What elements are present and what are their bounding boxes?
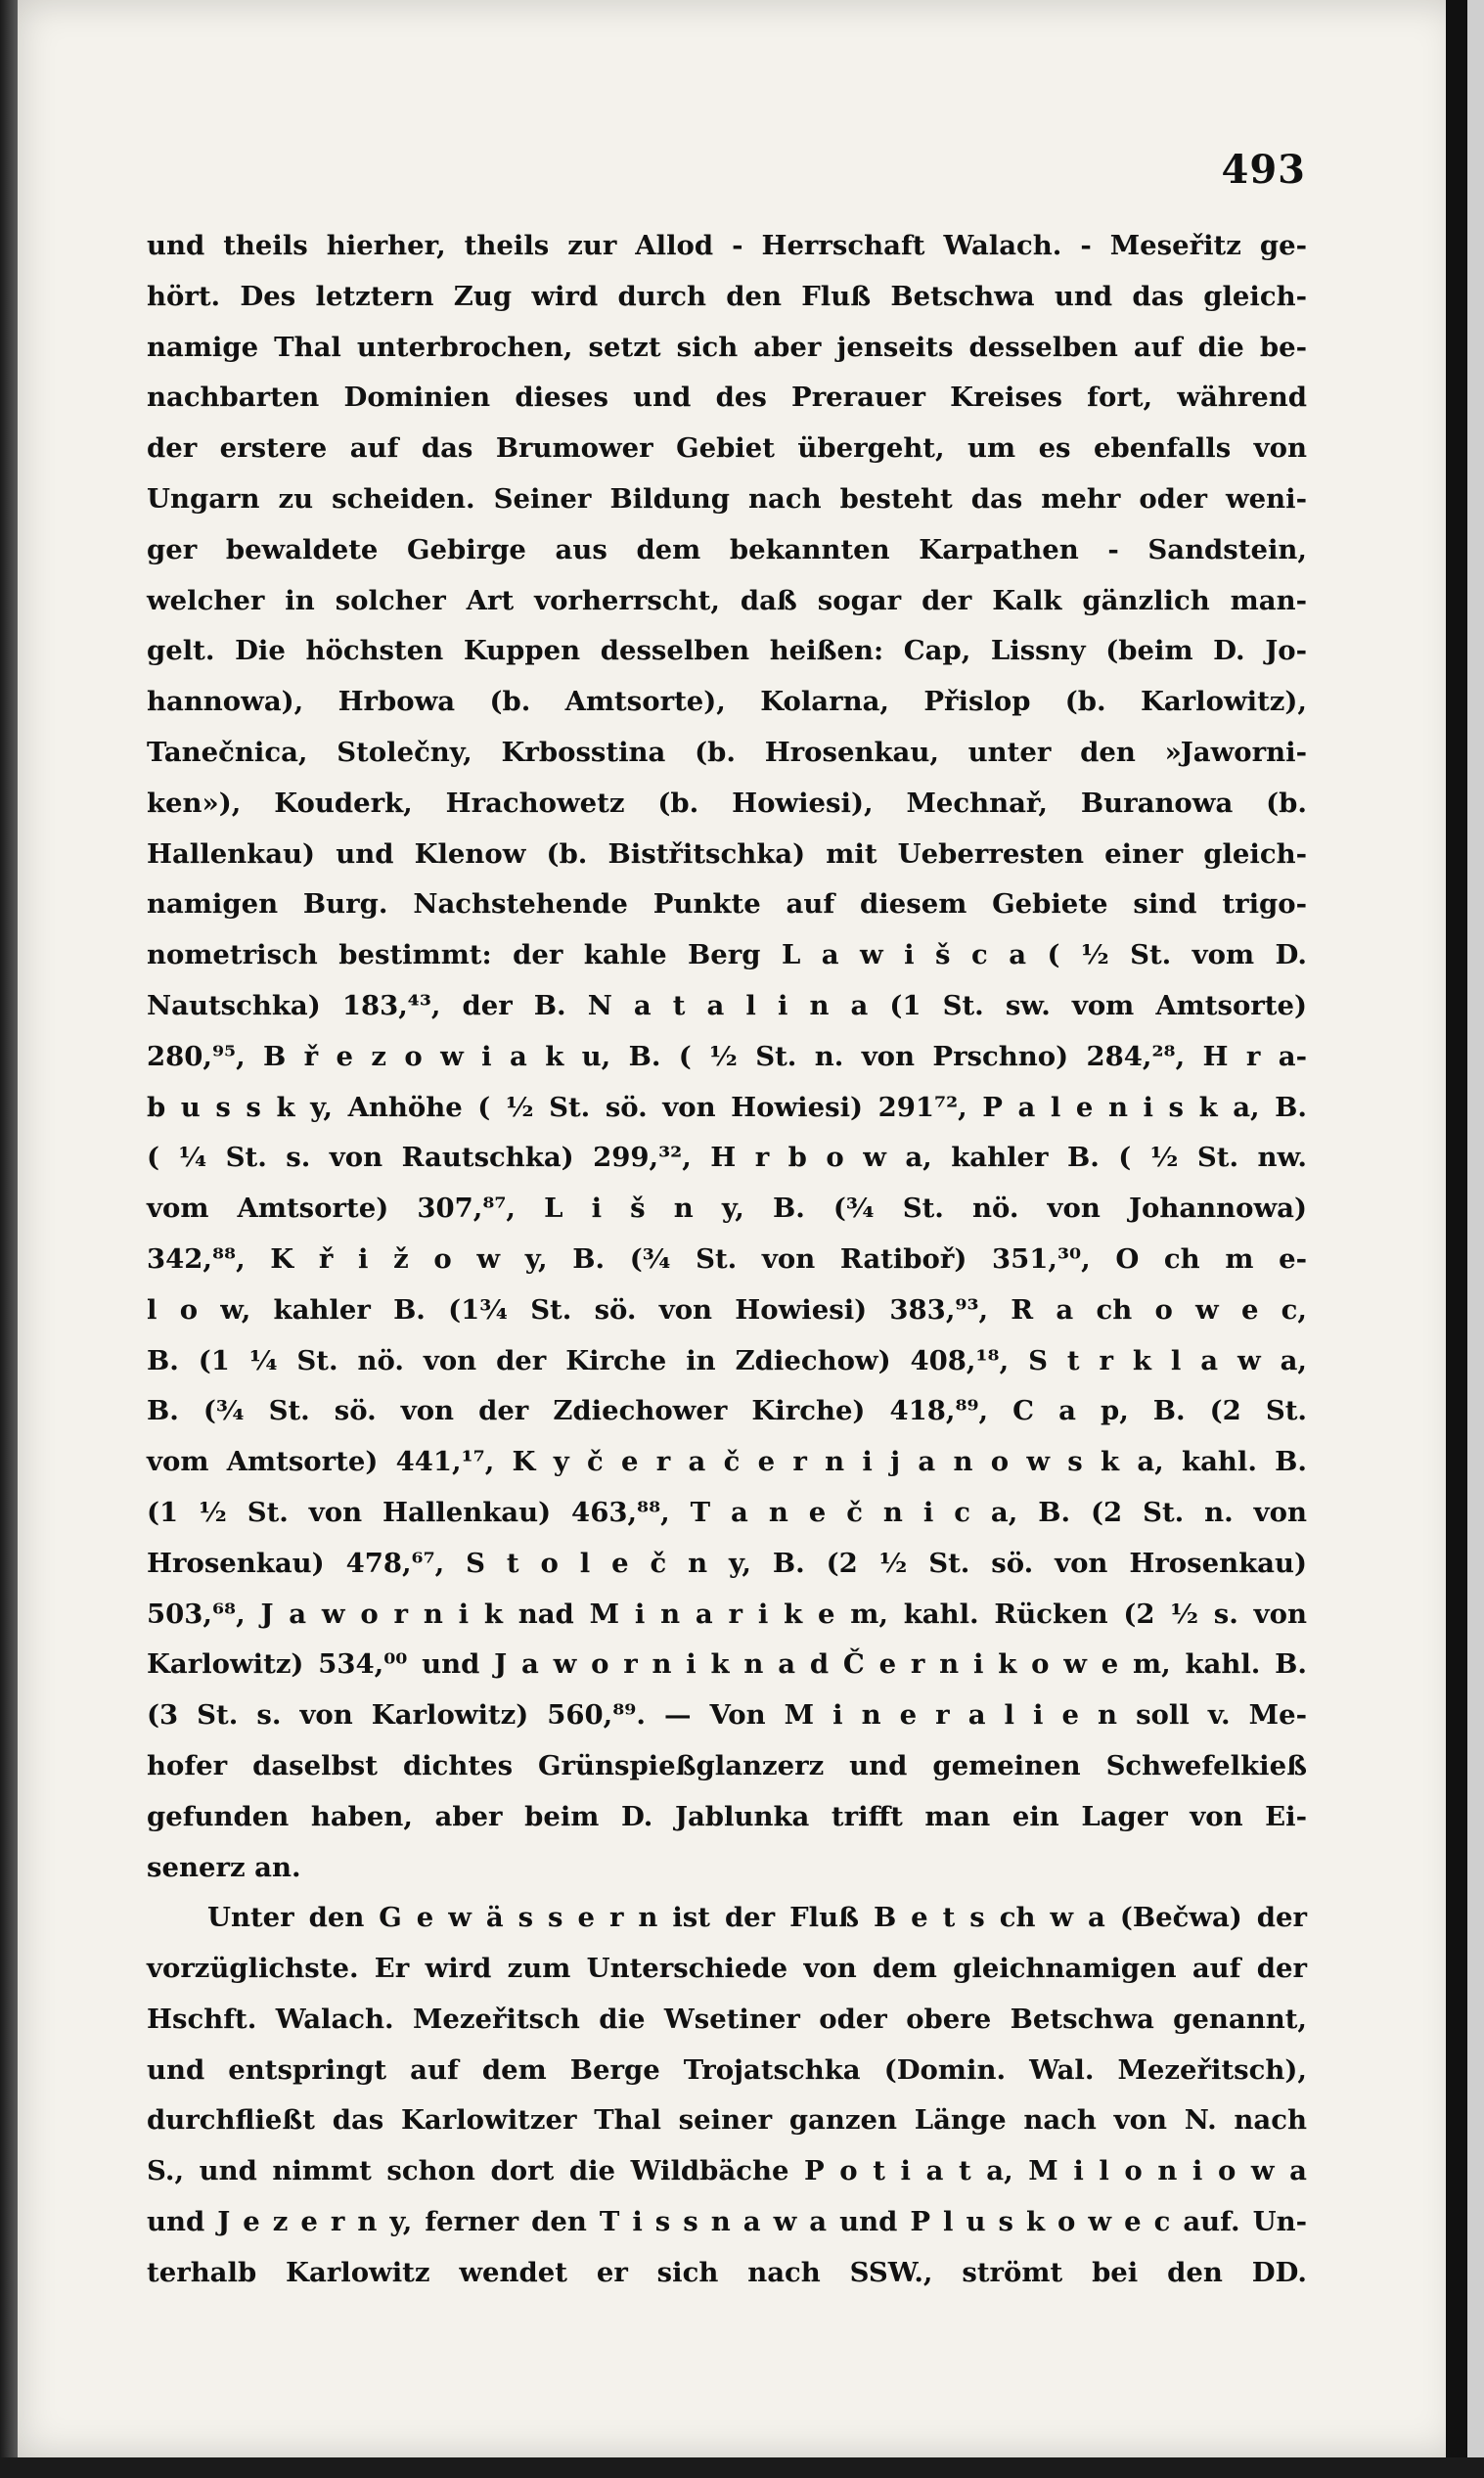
text-line: gefunden haben, aber beim D. Jablunka trifft man ein Lager von Ei- <box>147 1800 1307 1832</box>
text-line: (1 ½ St. von Hallenkau) 463,⁸⁸, T a n e č n i c a, B. (2 St. n. von <box>147 1496 1307 1528</box>
text-line: vorzüglichste. Er wird zum Unterschiede von dem gleichnamigen auf der <box>147 1953 1307 1985</box>
text-line: hofer daselbst dichtes Grünspießglanzerz und gemeinen Schwefelkieß <box>147 1749 1307 1781</box>
text-line: B. (1 ¼ St. nö. von der Kirche in Zdiechow) 408,¹⁸, S t r k l a w a, <box>147 1344 1307 1376</box>
page-text <box>147 221 1307 2299</box>
text-line: ( ¼ St. s. von Rautschka) 299,³², H r b o w a, kahler B. ( ½ St. nw. <box>147 1142 1307 1174</box>
book-page <box>18 0 1461 2457</box>
book-binding-edge <box>0 0 18 2478</box>
text-line: und J e z e r n y, ferner den T i s s n a w a und P l u s k o w e c auf. Un- <box>147 2206 1307 2238</box>
page-edge-shadow <box>1446 0 1467 2457</box>
text-line: (3 St. s. von Karlowitz) 560,⁸⁹. — Von M i n e r a l i e n soll v. Me- <box>147 1699 1307 1732</box>
text-line: b u s s k y, Anhöhe ( ½ St. sö. von Howiesi) 291⁷², P a l e n i s k a, B. <box>147 1091 1307 1123</box>
text-line: hört. Des letztern Zug wird durch den Fluß Betschwa und das gleich- <box>147 280 1307 312</box>
text-line: Karlowitz) 534,⁰⁰ und J a w o r n i k n a d Č e r n i k o w e m, kahl. B. <box>147 1648 1307 1681</box>
text-line: l o w, kahler B. (1¾ St. sö. von Howiesi) 383,⁹³, R a ch o w e c, <box>147 1293 1307 1326</box>
text-line: vom Amtsorte) 307,⁸⁷, L i š n y, B. (¾ St. nö. von Johannowa) <box>147 1193 1307 1225</box>
text-line: und theils hierher, theils zur Allod - Herrschaft Walach. - Meseřitz ge- <box>147 230 1307 261</box>
text-line: 280,⁹⁵, B ř e z o w i a k u, B. ( ½ St. n. von Prschno) 284,²⁸, H r a- <box>147 1040 1307 1072</box>
text-line: Hallenkau) und Klenow (b. Bistřitschka) mit Ueberresten einer gleich- <box>147 837 1307 870</box>
text-line: Ungarn zu scheiden. Seiner Bildung nach besteht das mehr oder weni- <box>147 482 1307 515</box>
text-line: S., und nimmt schon dort die Wildbäche P o t i a t a, M i l o n i o w a <box>147 2155 1307 2187</box>
text-line: vom Amtsorte) 441,¹⁷, K y č e r a č e r n i j a n o w s k a, kahl. B. <box>147 1446 1307 1478</box>
text-line: Hrosenkau) 478,⁶⁷, S t o l e č n y, B. (2 ½ St. sö. von Hrosenkau) <box>147 1547 1307 1579</box>
text-line: 503,⁶⁸, J a w o r n i k nad M i n a r i k e m, kahl. Rücken (2 ½ s. von <box>147 1598 1307 1630</box>
text-line: B. (¾ St. sö. von der Zdiechower Kirche) 418,⁸⁹, C a p, B. (2 St. <box>147 1395 1307 1427</box>
text-line: hannowa), Hrbowa (b. Amtsorte), Kolarna, Přislop (b. Karlowitz), <box>147 686 1307 718</box>
text-line: Unter den G e w ä s s e r n ist der Fluß B e t s ch w a (Bečwa) der <box>207 1902 1307 1934</box>
page-bottom-edge <box>0 2457 1484 2478</box>
text-line: namigen Burg. Nachstehende Punkte auf diesem Gebiete sind trigo- <box>147 888 1307 921</box>
text-line: durchfließt das Karlowitzer Thal seiner ganzen Länge nach von N. nach <box>147 2104 1307 2137</box>
text-line: senerz an. <box>147 1851 301 1883</box>
text-line: und entspringt auf dem Berge Trojatschka (Domin. Wal. Mezeřitsch), <box>147 2053 1307 2086</box>
text-line: Hschft. Walach. Mezeřitsch die Wsetiner oder obere Betschwa genannt, <box>147 2003 1307 2035</box>
text-line: namige Thal unterbrochen, setzt sich aber jenseits desselben auf die be- <box>147 331 1307 363</box>
text-line: terhalb Karlowitz wendet er sich nach SSW., strömt bei den DD. <box>147 2256 1307 2288</box>
text-line: 342,⁸⁸, K ř i ž o w y, B. (¾ St. von Ratiboř) 351,³⁰, O ch m e- <box>147 1242 1307 1275</box>
text-line: welcher in solcher Art vorherrscht, daß sogar der Kalk gänzlich man- <box>147 584 1307 616</box>
page-number: 493 <box>1221 147 1306 193</box>
text-line: der erstere auf das Brumower Gebiet übergeht, um es ebenfalls von <box>147 432 1307 465</box>
text-line: ken»), Kouderk, Hrachowetz (b. Howiesi), Mechnař, Buranowa (b. <box>147 787 1307 819</box>
text-line: Nautschka) 183,⁴³, der B. N a t a l i n a (1 St. sw. vom Amtsorte) <box>147 989 1307 1021</box>
text-line: Tanečnica, Stolečny, Krbosstina (b. Hrosenkau, unter den »Jaworni- <box>147 736 1307 768</box>
text-line: nometrisch bestimmt: der kahle Berg L a w i š c a ( ½ St. vom D. <box>147 939 1307 971</box>
text-line: nachbarten Dominien dieses und des Prerauer Kreises fort, während <box>147 382 1307 414</box>
text-line: gelt. Die höchsten Kuppen desselben heißen: Cap, Lissny (beim D. Jo- <box>147 635 1307 667</box>
text-line: ger bewaldete Gebirge aus dem bekannten Karpathen - Sandstein, <box>147 533 1307 565</box>
